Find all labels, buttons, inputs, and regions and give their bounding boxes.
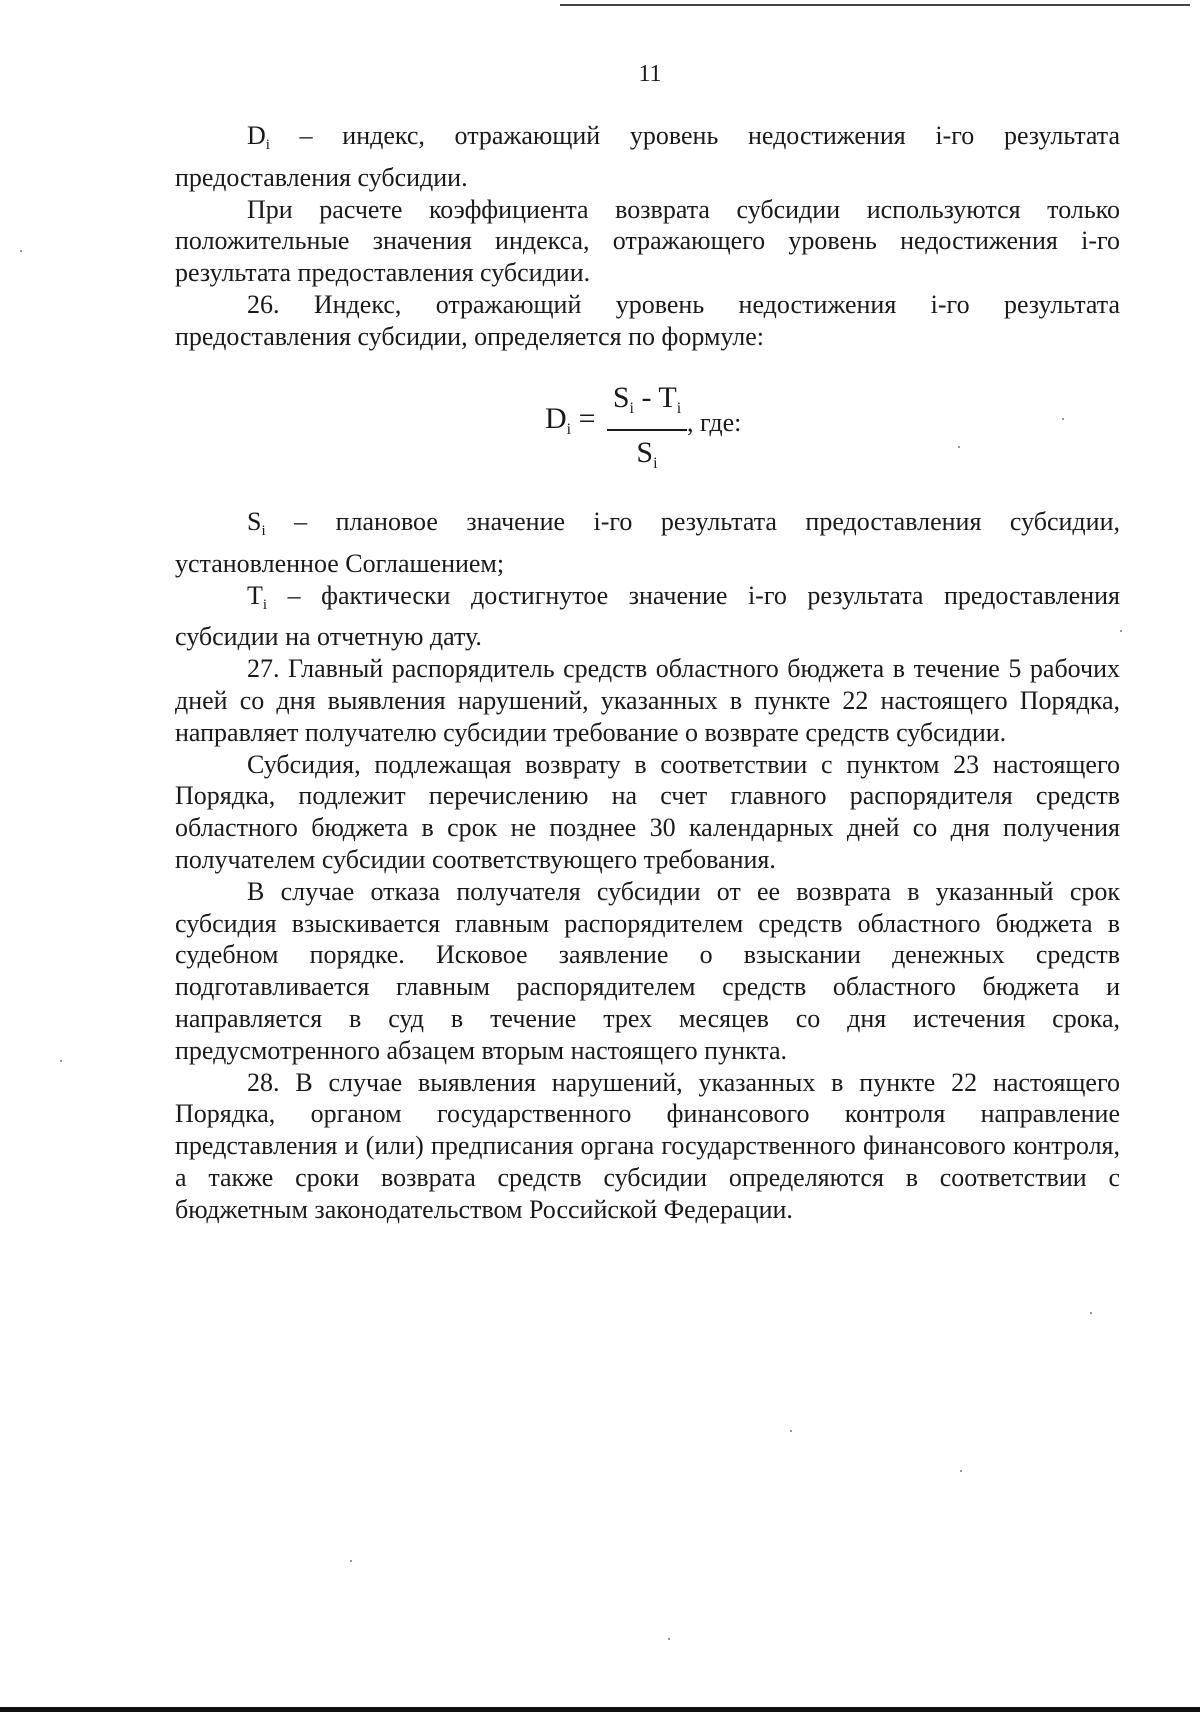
paragraph-27: 27. Главный распорядитель средств областного бюджета в течение 5 рабочих дней со дня выявления нарушений, указанных в пункте 22 настоящего Порядка, направляет получателю субсидии требование о возврате средств субсидии. bbox=[175, 654, 1120, 747]
scan-speck bbox=[60, 1060, 62, 1062]
scan-edge-top bbox=[560, 4, 1190, 6]
definition-text: – фактически достигнутое значение i-го результата предоставления субсидии на отчетную дату. bbox=[175, 580, 1120, 652]
scan-speck bbox=[668, 1638, 670, 1640]
numerator-minus: - bbox=[633, 381, 659, 414]
scan-speck bbox=[790, 1430, 792, 1432]
scan-speck bbox=[1090, 1312, 1092, 1314]
scan-speck bbox=[1120, 630, 1122, 632]
fraction-bar bbox=[607, 429, 687, 431]
denominator-s: S bbox=[636, 435, 654, 469]
subscript-i: i bbox=[262, 596, 268, 613]
formula-numerator bbox=[607, 380, 687, 427]
formula-where: , где: bbox=[687, 408, 742, 437]
page-number: 11 bbox=[638, 61, 662, 87]
paragraph-refund-transfer: Субсидия, подлежащая возврату в соответствии с пунктом 23 настоящего Порядка, подлежит перечислению на счет главного распорядителя средств областного бюджета в срок не позднее 30 календарных дней со дня получения получателем субсидии соответствующего требования. bbox=[175, 749, 1120, 874]
numerator-s: S bbox=[612, 381, 630, 414]
scan-speck bbox=[350, 1560, 352, 1562]
subscript-i: i bbox=[261, 523, 266, 539]
scan-edge-bottom bbox=[0, 1707, 1200, 1712]
paragraph-26: 26. Индекс, отражающий уровень недостижения i-го результата предоставления субсидии, определяется по формуле: bbox=[175, 289, 1120, 351]
paragraph-di-definition bbox=[175, 120, 1120, 194]
symbol-s: S bbox=[247, 507, 262, 536]
definition-ti bbox=[175, 580, 1120, 654]
numerator-t-subscript: i bbox=[676, 400, 682, 417]
scan-speck bbox=[1062, 418, 1064, 420]
paragraph-28: 28. В случае выявления нарушений, указанных в пункте 22 настоящего Порядка, органом государственного финансового контроля направление представления и (или) предписания органа государственного финансового контроля, а также сроки возврата средств субсидии определяются в соответствии с бюджетным законодательством Российской Федерации. bbox=[175, 1067, 1120, 1224]
definition-text: – плановое значение i-го результата предоставления субсидии, установленное Соглашением; bbox=[175, 507, 1120, 578]
numerator-t: T bbox=[658, 381, 677, 414]
formula-equals: = bbox=[578, 402, 596, 435]
paragraph-positive-values: При расчете коэффициента возврата субсидии используются только положительные значения индекса, отражающего уровень недостижения i-го результата предоставления субсидии. bbox=[175, 194, 1120, 288]
paragraph-refusal: В случае отказа получателя субсидии от ее возврата в указанный срок субсидия взыскивается главным распорядителем средств областного бюджета в судебном порядке. Исковое заявление о взыскании денежных средств подготавливается главным распорядителем средств областного бюджета и направляется в суд в течение трех месяцев со дня истечения срока, предусмотренного абзацем вторым настоящего пункта. bbox=[175, 876, 1120, 1065]
numerator-s-subscript: i bbox=[629, 400, 634, 417]
formula-denominator bbox=[607, 435, 687, 482]
formula-fraction bbox=[607, 380, 687, 482]
formula-lhs-subscript: i bbox=[566, 421, 572, 438]
scan-speck bbox=[20, 250, 22, 252]
definition-si bbox=[175, 506, 1120, 580]
definition-text: – индекс, отражающий уровень недостижения i-го результата предоставления субсидии. bbox=[175, 121, 1120, 192]
index-formula bbox=[545, 380, 805, 480]
denominator-subscript: i bbox=[653, 454, 658, 472]
scan-speck bbox=[960, 1470, 962, 1472]
symbol-t: T bbox=[247, 580, 263, 610]
formula-lhs-symbol: D bbox=[545, 402, 567, 435]
symbol-d: D bbox=[247, 121, 266, 150]
scan-speck bbox=[958, 446, 960, 448]
subscript-i: i bbox=[265, 137, 270, 153]
formula-lhs bbox=[545, 402, 596, 439]
main-text-block bbox=[175, 506, 1120, 1226]
top-text-block bbox=[175, 120, 1120, 353]
